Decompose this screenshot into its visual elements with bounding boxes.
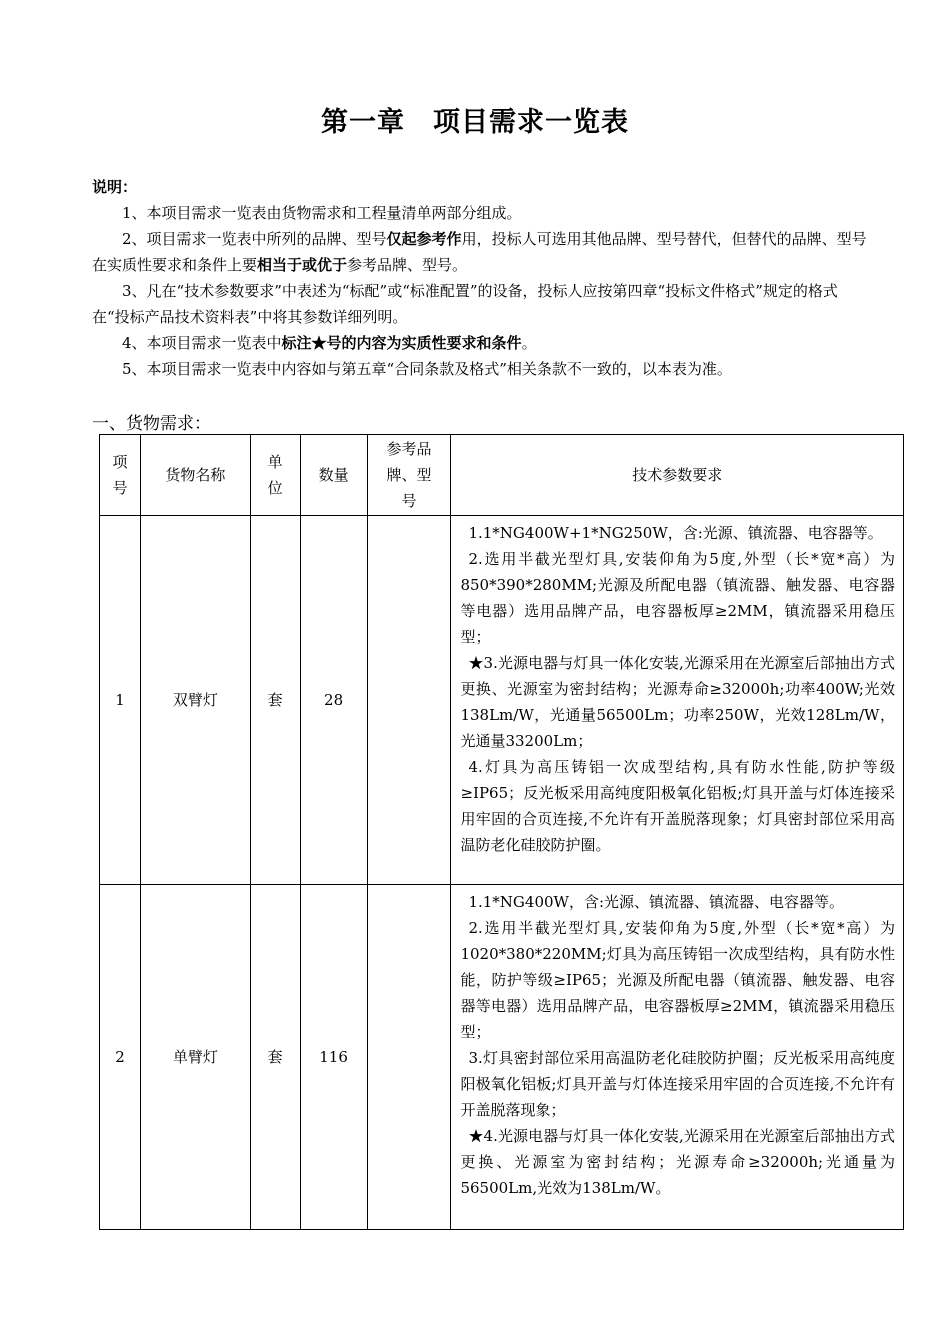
tech-line: ★4.光源电器与灯具一体化安装,光源采用在光源室后部抽出方式更换、光源室为密封结构；光源寿命≥32000h;光通量为56500Lm,光效为138Lm/W。 xyxy=(460,1127,895,1197)
tech-line: 2.选用半截光型灯具,安装仰角为5度,外型（长*宽*高）为1020*380*220MM;灯具为高压铸铝一次成型结构，具有防水性能，防护等级≥IP65；光源及所配电器（镇流器、触发器、电容器等电器）选用品牌产品，电容器板厚≥2MM，镇流器采用稳压型； xyxy=(460,919,895,1041)
note-5: 5、本项目需求一览表中内容如与第五章“合同条款及格式”相关条款不一致的，以本表为准。 xyxy=(122,360,732,378)
cell-brand xyxy=(367,516,451,885)
header-name: 货物名称 xyxy=(140,435,250,516)
cell-name: 单臂灯 xyxy=(140,885,250,1230)
cell-tech xyxy=(451,516,904,885)
cell-no: 2 xyxy=(100,885,141,1230)
header-unit: 单位 xyxy=(250,435,300,516)
cell-unit: 套 xyxy=(250,516,300,885)
tech-line: 1.1*NG400W+1*NG250W，含:光源、镇流器、电容器等。 xyxy=(468,524,883,542)
tech-line: 4.灯具为高压铸铝一次成型结构,具有防水性能,防护等级≥IP65；反光板采用高纯度阳极氧化铝板;灯具开盖与灯体连接采用牢固的合页连接,不允许有开盖脱落现象；灯具密封部位采用高温防老化硅胶防护圈。 xyxy=(460,758,895,854)
table-row xyxy=(100,885,904,1230)
header-brand: 参考品牌、型号 xyxy=(367,435,451,516)
note-1: 1、本项目需求一览表由货物需求和工程量清单两部分组成。 xyxy=(122,204,522,222)
tech-line: 2.选用半截光型灯具,安装仰角为5度,外型（长*宽*高）为850*390*280MM;光源及所配电器（镇流器、触发器、电容器等电器）选用品牌产品，电容器板厚≥2MM，镇流器采用稳压型； xyxy=(460,550,895,646)
note-3: 3、凡在“技术参数要求”中表述为“标配”或“标准配置”的设备，投标人应按第四章“投标文件格式”规定的格式在“投标产品技术资料表”中将其参数详细列明。 xyxy=(92,282,838,326)
table-header-row xyxy=(100,435,904,516)
cell-qty: 116 xyxy=(300,885,367,1230)
page-title: 第一章 项目需求一览表 xyxy=(321,107,629,138)
tech-line: 3.灯具密封部位采用高温防老化硅胶防护圈；反光板采用高纯度阳极氧化铝板;灯具开盖与灯体连接采用牢固的合页连接,不允许有开盖脱落现象； xyxy=(460,1049,895,1119)
cell-tech xyxy=(451,885,904,1230)
notes-block xyxy=(92,174,867,382)
cell-qty: 28 xyxy=(300,516,367,885)
goods-table xyxy=(99,434,904,1230)
note-2: 2、项目需求一览表中所列的品牌、型号仅起参考作用，投标人可选用其他品牌、型号替代，但替代的品牌、型号在实质性要求和条件上要相当于或优于参考品牌、型号。 xyxy=(92,230,867,274)
header-qty: 数量 xyxy=(300,435,367,516)
cell-brand xyxy=(367,885,451,1230)
table-row xyxy=(100,516,904,885)
section-title: 一、货物需求： xyxy=(92,414,211,434)
cell-name: 双臂灯 xyxy=(140,516,250,885)
header-tech: 技术参数要求 xyxy=(451,435,904,516)
tech-line: 1.1*NG400W，含:光源、镇流器、镇流器、电容器等。 xyxy=(468,893,845,911)
cell-unit: 套 xyxy=(250,885,300,1230)
tech-line: ★3.光源电器与灯具一体化安装,光源采用在光源室后部抽出方式更换、光源室为密封结构；光源寿命≥32000h;功率400W;光效138Lm/W，光通量56500Lm；功率250W，光效128Lm/W，光通量33200Lm； xyxy=(460,654,895,750)
cell-no: 1 xyxy=(100,516,141,885)
header-no: 项号 xyxy=(100,435,141,516)
note-4: 4、本项目需求一览表中标注★号的内容为实质性要求和条件。 xyxy=(122,334,537,352)
notes-heading: 说明： xyxy=(92,178,138,196)
